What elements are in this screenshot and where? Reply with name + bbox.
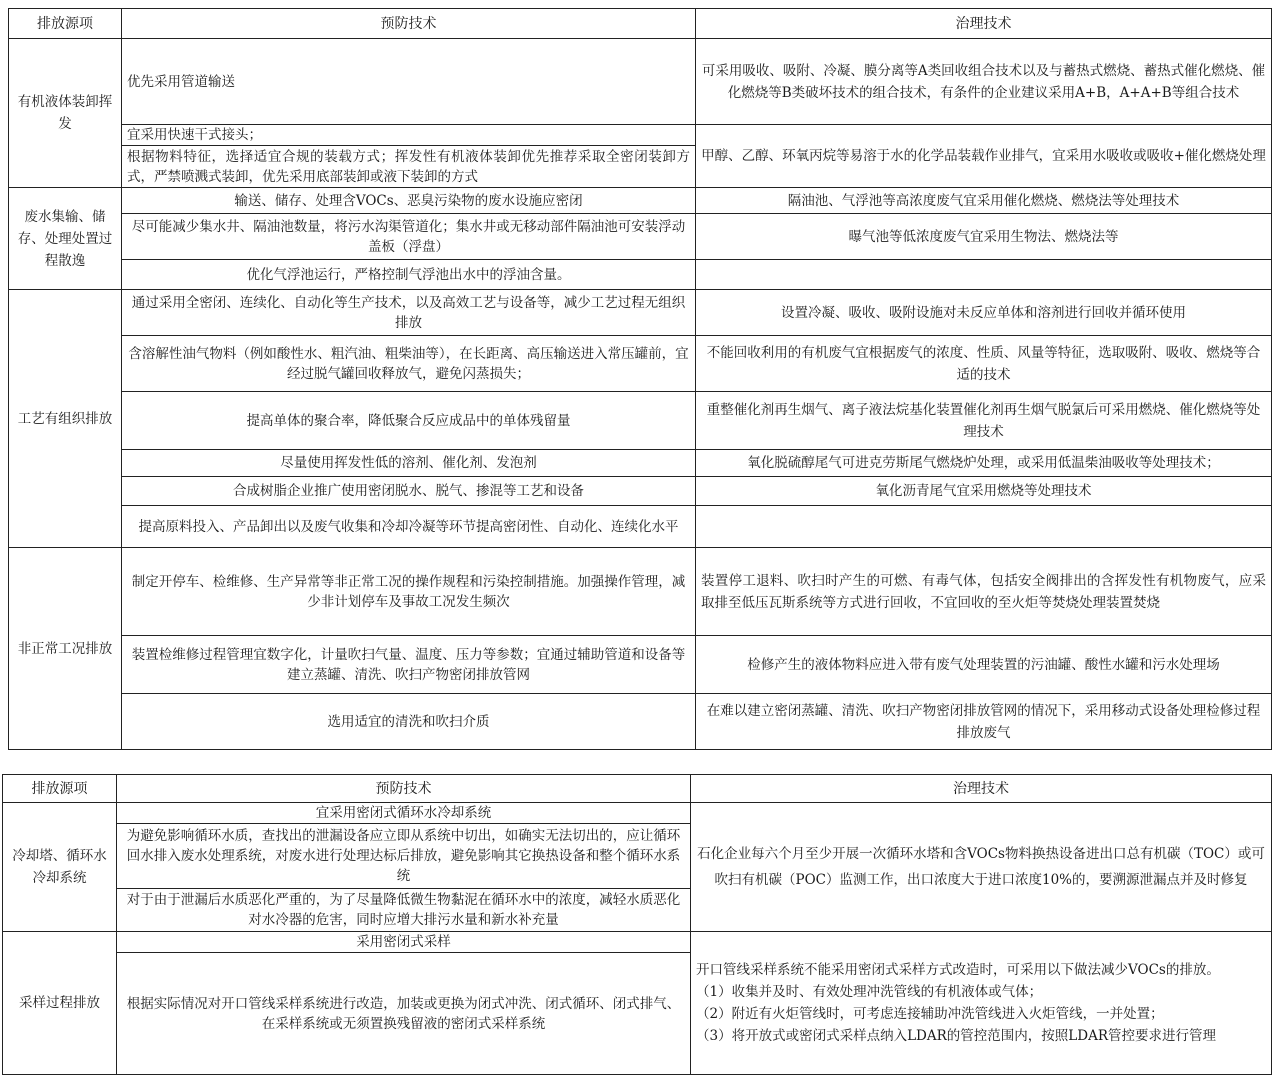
prevention-cell: 采用密闭式采样 [117, 932, 691, 953]
prevention-cell: 宜采用快速干式接头； [122, 125, 696, 146]
header-source: 排放源项 [3, 775, 117, 803]
table-header-row [9, 9, 1272, 39]
table-row [3, 932, 1272, 953]
prevention-cell: 对于由于泄漏后水质恶化严重的，为了尽量降低微生物黏泥在循环水中的浓度，减轻水质恶化对水冷器的危害，同时应增大排污水量和新水补充量 [117, 889, 691, 932]
treatment-cell-empty [696, 260, 1272, 290]
treatment-cell [696, 506, 1272, 548]
treatment-cell: 设置冷凝、吸收、吸附设施对未反应单体和溶剂进行回收并循环使用 [696, 290, 1272, 336]
treatment-cell: 可采用吸收、吸附、冷凝、膜分离等A类回收组合技术以及与蓄热式燃烧、蓄热式催化燃烧、催化燃烧等B类破坏技术的组合技术，有条件的企业建议采用A+B，A+A+B等组合技术 [696, 39, 1272, 125]
header-treatment: 治理技术 [691, 775, 1272, 803]
table-row [9, 506, 1272, 548]
prevention-cell: 尽可能减少集水井、隔油池数量，将污水沟渠管道化；集水井或无移动部件隔油池可安装浮动盖板（浮盘） [122, 214, 696, 260]
prevention-cell: 通过采用全密闭、连续化、自动化等生产技术，以及高效工艺与设备等，减少工艺过程无组织排放 [122, 290, 696, 336]
table-header-row [3, 775, 1272, 803]
source-cell: 非正常工况排放 [9, 548, 122, 750]
prevention-cell: 含溶解性油气物料（例如酸性水、粗汽油、粗柴油等），在长距离、高压输送进入常压罐前，宜经过脱气罐回收释放气，避免闪蒸损失； [122, 336, 696, 392]
header-source: 排放源项 [9, 9, 122, 39]
header-prevention: 预防技术 [117, 775, 691, 803]
source-cell: 废水集输、储存、处理处置过程散逸 [9, 188, 122, 290]
table-row [9, 214, 1272, 260]
table-row [3, 803, 1272, 824]
prevention-cell: 为避免影响循环水质，查找出的泄漏设备应立即从系统中切出，如确实无法切出的，应让循环回水排入废水处理系统，对废水进行处理达标后排放，避免影响其它换热设备和整个循环水系统 [117, 824, 691, 889]
table-row [9, 260, 1272, 290]
source-cell: 冷却塔、循环水冷却系统 [3, 803, 117, 932]
prevention-cell: 合成树脂企业推广使用密闭脱水、脱气、掺混等工艺和设备 [122, 477, 696, 506]
table-row [9, 290, 1272, 336]
treatment-cell: 不能回收利用的有机废气宜根据废气的浓度、性质、风量等特征，选取吸附、吸收、燃烧等合适的技术 [696, 336, 1272, 392]
treatment-cell: 曝气池等低浓度废气宜采用生物法、燃烧法等 [696, 214, 1272, 260]
prevention-cell: 提高单体的聚合率，降低聚合反应成品中的单体残留量 [122, 392, 696, 450]
prevention-cell: 输送、储存、处理含VOCs、恶臭污染物的废水设施应密闭 [122, 188, 696, 214]
prevention-cell: 根据物料特征，选择适宜合规的装载方式；挥发性有机液体装卸优先推荐采取全密闭装卸方式，严禁喷溅式装卸，优先采用底部装卸或液下装卸的方式 [122, 146, 696, 188]
table-row [9, 392, 1272, 450]
table-row [9, 548, 1272, 636]
treatment-cell: 隔油池、气浮池等高浓度废气宜采用催化燃烧、燃烧法等处理技术 [696, 188, 1272, 214]
prevention-cell: 装置检维修过程管理宜数字化，计量吹扫气量、温度、压力等参数；宜通过辅助管道和设备等建立蒸罐、清洗、吹扫产物密闭排放管网 [122, 636, 696, 694]
table-emission-sources-2 [2, 774, 1272, 1075]
treatment-cell: 在难以建立密闭蒸罐、清洗、吹扫产物密闭排放管网的情况下，采用移动式设备处理检修过程排放废气 [696, 694, 1272, 750]
table-row [9, 39, 1272, 125]
prevention-cell: 宜采用密闭式循环水冷却系统 [117, 803, 691, 824]
treatment-cell: 甲醇、乙醇、环氧丙烷等易溶于水的化学品装载作业排气，宜采用水吸收或吸收+催化燃烧处理 [696, 125, 1272, 188]
treatment-cell: 装置停工退料、吹扫时产生的可燃、有毒气体，包括安全阀排出的含挥发性有机物废气，应采取排至低压瓦斯系统等方式进行回收，不宜回收的至火炬等焚烧处理装置焚烧 [696, 548, 1272, 636]
prevention-cell: 优先采用管道输送 [122, 39, 696, 125]
table-row [9, 477, 1272, 506]
prevention-cell: 根据实际情况对开口管线采样系统进行改造，加装或更换为闭式冲洗、闭式循环、闭式排气、在采样系统或无须置换残留液的密闭式采样系统 [117, 953, 691, 1075]
table-emission-sources-1 [8, 8, 1272, 750]
source-cell: 工艺有组织排放 [9, 290, 122, 548]
table-row [9, 450, 1272, 477]
prevention-cell: 制定开停车、检维修、生产异常等非正常工况的操作规程和污染控制措施。加强操作管理，减少非计划停车及事故工况发生频次 [122, 548, 696, 636]
table-row [9, 336, 1272, 392]
treatment-cell: 检修产生的液体物料应进入带有废气处理装置的污油罐、酸性水罐和污水处理场 [696, 636, 1272, 694]
treatment-cell: 开口管线采样系统不能采用密闭式采样方式改造时，可采用以下做法减少VOCs的排放。 （1）收集并及时、有效处理冲洗管线的有机液体或气体； （2）附近有火炬管线时，可考虑连接辅助冲洗管线进入火炬管线，一并处置； （3）将开放式或密闭式采样点纳入LDAR的管控范围内，按照LDAR管控要求进行管理 [691, 932, 1272, 1075]
treatment-cell: 石化企业每六个月至少开展一次循环水塔和含VOCs物料换热设备进出口总有机碳（TOC）或可吹扫有机碳（POC）监测工作，出口浓度大于进口浓度10%的，要溯源泄漏点并及时修复 [691, 803, 1272, 932]
prevention-cell: 尽量使用挥发性低的溶剂、催化剂、发泡剂 [122, 450, 696, 477]
header-treatment: 治理技术 [696, 9, 1272, 39]
prevention-cell: 提高原料投入、产品卸出以及废气收集和冷却冷凝等环节提高密闭性、自动化、连续化水平 [122, 506, 696, 548]
table-row [9, 188, 1272, 214]
table-row [9, 125, 1272, 146]
table-row [9, 694, 1272, 750]
source-cell: 采样过程排放 [3, 932, 117, 1075]
prevention-cell: 优化气浮池运行，严格控制气浮池出水中的浮油含量。 [122, 260, 696, 290]
source-cell: 有机液体装卸挥发 [9, 39, 122, 188]
treatment-cell: 氧化脱硫醇尾气可进克劳斯尾气燃烧炉处理，或采用低温柴油吸收等处理技术； [696, 450, 1272, 477]
table-row [9, 636, 1272, 694]
header-prevention: 预防技术 [122, 9, 696, 39]
treatment-cell: 氧化沥青尾气宜采用燃烧等处理技术 [696, 477, 1272, 506]
prevention-cell: 选用适宜的清洗和吹扫介质 [122, 694, 696, 750]
treatment-cell: 重整催化剂再生烟气、离子液法烷基化装置催化剂再生烟气脱氯后可采用燃烧、催化燃烧等处理技术 [696, 392, 1272, 450]
